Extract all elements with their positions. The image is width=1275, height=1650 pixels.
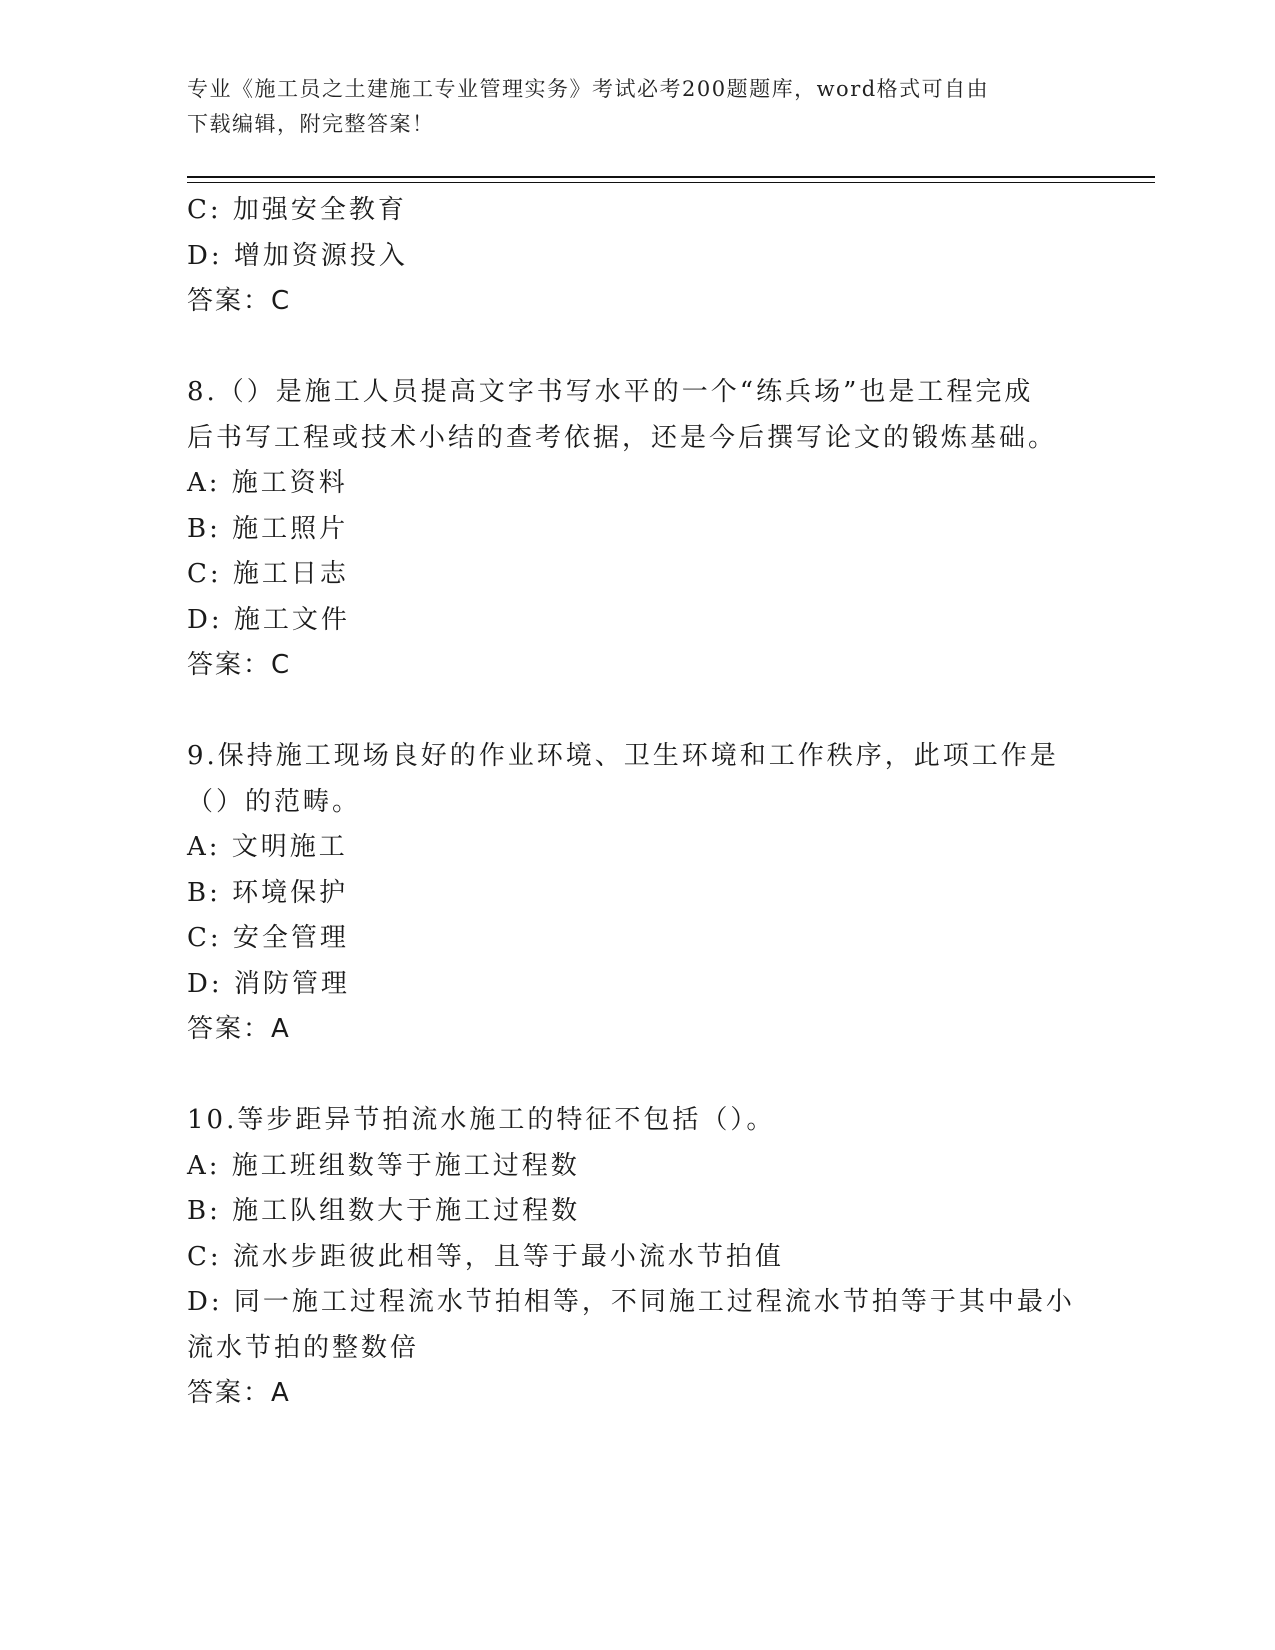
- question-9: [187, 734, 1087, 1053]
- option-c: C: 流水步距彼此相等，且等于最小流水节拍值: [187, 1241, 784, 1272]
- option-b: B: 施工队组数大于施工过程数: [187, 1196, 581, 1226]
- option-a: A: 文明施工: [187, 832, 348, 862]
- option-d: D: 同一施工过程流水节拍相等，不同施工过程流水节拍等于其中最小: [187, 1287, 1075, 1317]
- option-d: D: 施工文件: [187, 604, 350, 635]
- option-b: B: 施工照片: [187, 513, 349, 544]
- question-stem: 8.（）是施工人员提高文字书写水平的一个“练兵场”也是工程完成: [187, 377, 1034, 407]
- answer-line: 答案：A: [187, 1014, 291, 1044]
- header-divider-thin: [187, 182, 1155, 183]
- question-8: [187, 370, 1087, 689]
- answer-line: 答案：C: [187, 286, 292, 316]
- page-header: [187, 72, 1087, 142]
- question-content: [187, 188, 1087, 1417]
- option-c: C: 施工日志: [187, 559, 349, 589]
- option-c: C: 安全管理: [187, 923, 349, 953]
- spacer: [187, 325, 1087, 371]
- question-stem: 后书写工程或技术小结的查考依据，还是今后撰写论文的锻炼基础。: [187, 422, 1058, 453]
- spacer: [187, 689, 1087, 735]
- answer-line: 答案：A: [187, 1378, 291, 1408]
- question-stem: 9.保持施工现场良好的作业环境、卫生环境和工作秩序，此项工作是: [187, 741, 1059, 771]
- option-b: B: 环境保护: [187, 877, 349, 908]
- header-divider-thick: [187, 176, 1155, 178]
- option-c: C: 加强安全教育: [187, 195, 407, 225]
- option-a: A: 施工班组数等于施工过程数: [187, 1150, 580, 1181]
- option-d-continued: 流水节拍的整数倍: [187, 1332, 420, 1363]
- option-d: D: 消防管理: [187, 968, 350, 999]
- header-line-1: 专业《施工员之土建施工专业管理实务》考试必考200题题库，word格式可自由: [187, 77, 990, 101]
- answer-line: 答案：C: [187, 650, 292, 680]
- spacer: [187, 1053, 1087, 1099]
- question-stem: （）的范畴。: [187, 786, 362, 817]
- option-d: D: 增加资源投入: [187, 240, 408, 271]
- question-10: [187, 1098, 1087, 1417]
- header-line-2: 下载编辑，附完整答案！: [187, 112, 435, 136]
- option-a: A: 施工资料: [187, 468, 348, 498]
- question-stem: 10.等步距异节拍流水施工的特征不包括（）。: [187, 1105, 776, 1135]
- previous-question-tail: [187, 188, 1087, 325]
